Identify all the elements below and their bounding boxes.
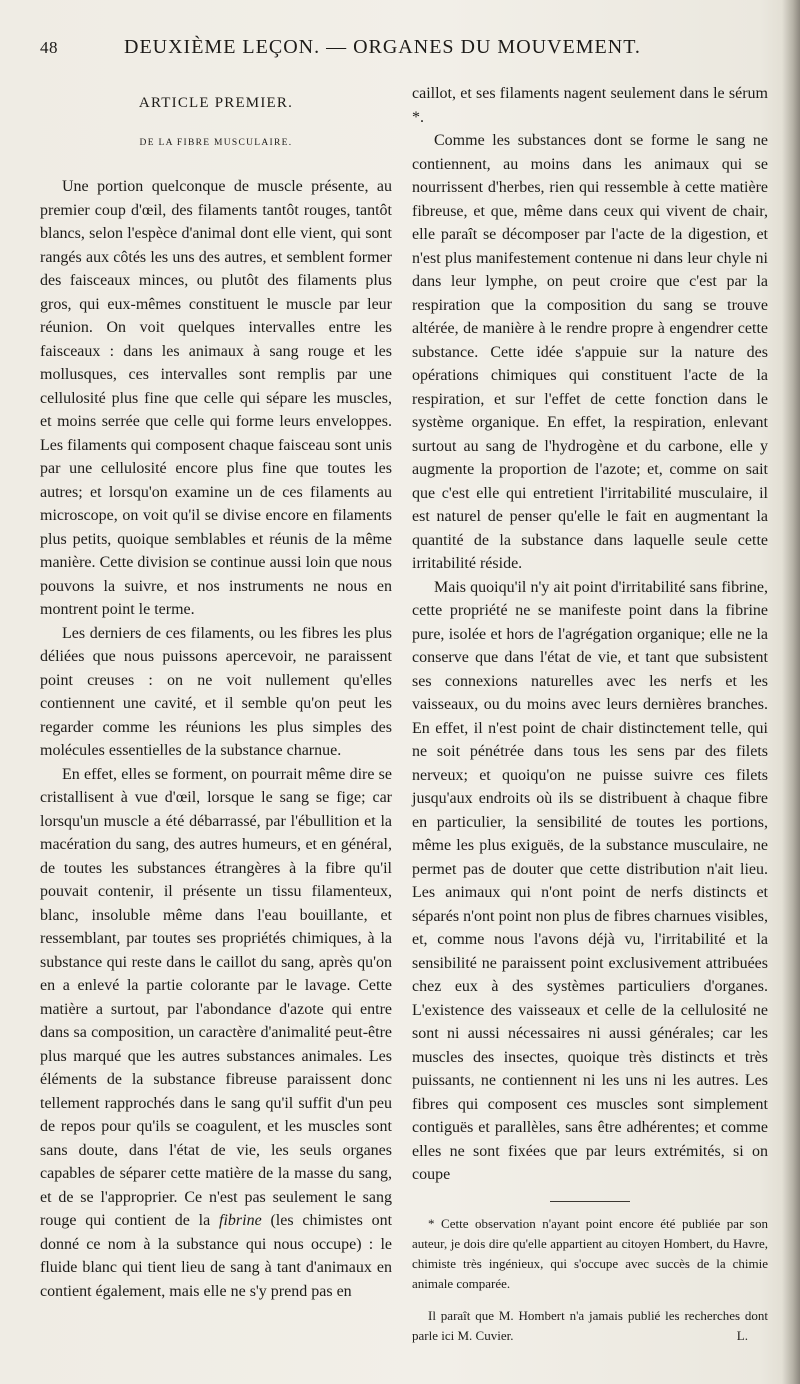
paragraph: Les derniers de ces filaments, ou les fibres les plus déliées que nous puissons apercevoir, ne paraissent point creuses : on ne voit nullement qu'elles contiennent une cavité, et il semble qu'on peut les regarder comme les réunions les plus simples des molécules essentielles de la substance charnue. xyxy=(40,624,392,759)
running-title: DEUXIÈME LEÇON. — ORGANES DU MOUVEMENT. xyxy=(124,36,641,58)
page-header xyxy=(40,24,780,64)
right-column xyxy=(412,82,768,1358)
footnote xyxy=(412,1306,768,1346)
page-number: 48 xyxy=(40,38,58,57)
footnotes xyxy=(412,1214,768,1346)
paragraph: Mais quoiqu'il n'y ait point d'irritabilité sans fibrine, cette propriété ne se manifeste point dans la fibrine pure, isolée et hors de l'agrégation organique; elle ne la conserve que dans l'état de vie, et tant que subsistent ses connexions naturelles avec les nerfs et les vaisseaux, ou du moins avec leurs dernières branches. En effet, il n'est point de chair distinctement telle, qui ne soit pénétrée dans tous les sens par des filets nerveux; et quoiqu'on ne puisse suivre ces filets jusqu'aux endroits où ils se distribuent à chaque fibre en particulier, la sensibilité de toutes les portions, même les plus exiguës, de la substance musculaire, ne permet pas de douter que cette distribution n'ait lieu. Les animaux qui n'ont point de nerfs distincts et séparés n'ont point non plus de fibres charnues visibles, et, comme nous l'avons déjà vu, l'irritabilité et la sensibilité ne paraissent point exclusivement attribuées chez eux à des systèmes particuliers d'organes. L'existence des vaisseaux et celle de la cellulosité ne sont ni aussi nécessaires ni aussi générales; car les muscles des insectes, quoique très distincts et très puissants, ne contiennent ni les uns ni les autres. Les fibres qui composent ces muscles sont simplement contiguës et parallèles, sans être adhérentes; et comme elles ne sont fixées que par leurs extrémités, si on coupe xyxy=(412,578,768,1183)
paragraph xyxy=(40,763,392,1304)
footnote-divider xyxy=(550,1201,630,1202)
article-subtitle: DE LA FIBRE MUSCULAIRE. xyxy=(139,137,293,148)
footnote-text: Il paraît que M. Hombert n'a jamais publié les recherches dont parle ici M. Cuvier. xyxy=(412,1307,768,1343)
footnote-signature: L. xyxy=(736,1327,748,1343)
footnote: * Cette observation n'ayant point encore été publiée par son auteur, je dois dire qu'elle appartient au citoyen Hombert, du Havre, chimiste très ingénieux, qui s'occupe avec succès de la chimie animale comparée. xyxy=(412,1215,768,1291)
emphasis-fibrine: fibrine xyxy=(219,1212,262,1229)
paragraph-text: En effet, elles se forment, on pourrait même dire se cristallisent à vue d'œil, lorsque le sang se fige; car lorsqu'un muscle a été débarrassé, par l'ébullition et la macération du sang, des autres humeurs, et en général, de toutes les substances étrangères à la fibre qu'il pouvait contenir, il présente un tissu filamenteux, blanc, insoluble même dans l'eau bouillante, et ressemblant, par toutes ses propriétés chimiques, à la substance qui reste dans le caillot du sang, après qu'on en a enlevé la partie colorante par le lavage. Cette matière a surtout, par l'abondance d'azote qui entre dans sa composition, un caractère d'animalité peut-être plus marqué que les autres substances animales. Les éléments de la substance fibreuse paraissent donc tellement rapprochés dans le sang qu'il suffit d'un peu de repos pour qu'ils se coagulent, et les muscles sont sans doute, dans l'état de vie, les seuls organes capables de séparer cette matière de la masse du sang, et de se l'approprier. Ce n'est pas seulement le sang rouge qui contient de la xyxy=(40,765,392,1229)
paragraph: Une portion quelconque de muscle présente, au premier coup d'œil, des filaments tantôt rouges, tantôt blancs, selon l'espèce d'animal dont elle vient, qui sont rangés aux côtés les uns des autres, et semblent former des faisceaux minces, ou plutôt des filaments plus gros, qui eux-mêmes constituent le muscle par leur réunion. On voit quelques intervalles entre les faisceaux : dans les animaux à sang rouge et les mollusques, ces intervalles sont remplis par une cellulosité plus fine que celle qui sépare les muscles, et moins serrée que celle qui forme leurs enveloppes. Les filaments qui composent chaque faisceau sont unis par une cellulosité encore plus fine que toutes les autres; et lorsqu'on examine un de ces filaments au microscope, on voit qu'il se divise encore en filaments plus petits, quoique semblables et réunis de la même manière. Cette division se continue aussi loin que nous pouvons la suivre, et nos instruments ne nous en montrent point le terme. xyxy=(40,178,392,618)
article-title: ARTICLE PREMIER. xyxy=(138,95,294,111)
paragraph-text: (les chimistes ont donné ce nom à la substance qui nous occupe) : le fluide blanc qui tient lieu de sang à tant d'animaux en contient également, mais elle ne s'y prend pas en xyxy=(40,1212,393,1300)
left-column xyxy=(40,82,392,1303)
paragraph: Comme les substances dont se forme le sang ne contiennent, au moins dans les animaux qui se nourrissent d'herbes, rien qui ressemble à cette matière fibreuse, et que, même dans ceux qui vivent de chair, elle paraît se décomposer par l'acte de la digestion, et n'est plus manifestement contenue ni dans leur chyle ni dans leur lymphe, on peut croire que c'est par la respiration que la composition du sang se trouve altérée, de manière à le rendre propre à engendrer cette substance. Cette idée s'appuie sur la nature des opérations chimiques qui constituent l'acte de la respiration, et sur l'effet de cette fonction dans le système organique. En effet, la respiration, enlevant surtout au sang de l'hydrogène et du carbone, elle y augmente la proportion de l'azote; et, comme on sait que c'est elle qui entretient l'irritabilité musculaire, il est naturel de penser qu'elle le fait en augmentant la quantité de la substance dans laquelle seule cette irritabilité réside. xyxy=(412,132,768,572)
page-edge-shadow xyxy=(782,0,800,1384)
paragraph: caillot, et ses filaments nagent seulement dans le sérum *. xyxy=(412,85,768,126)
